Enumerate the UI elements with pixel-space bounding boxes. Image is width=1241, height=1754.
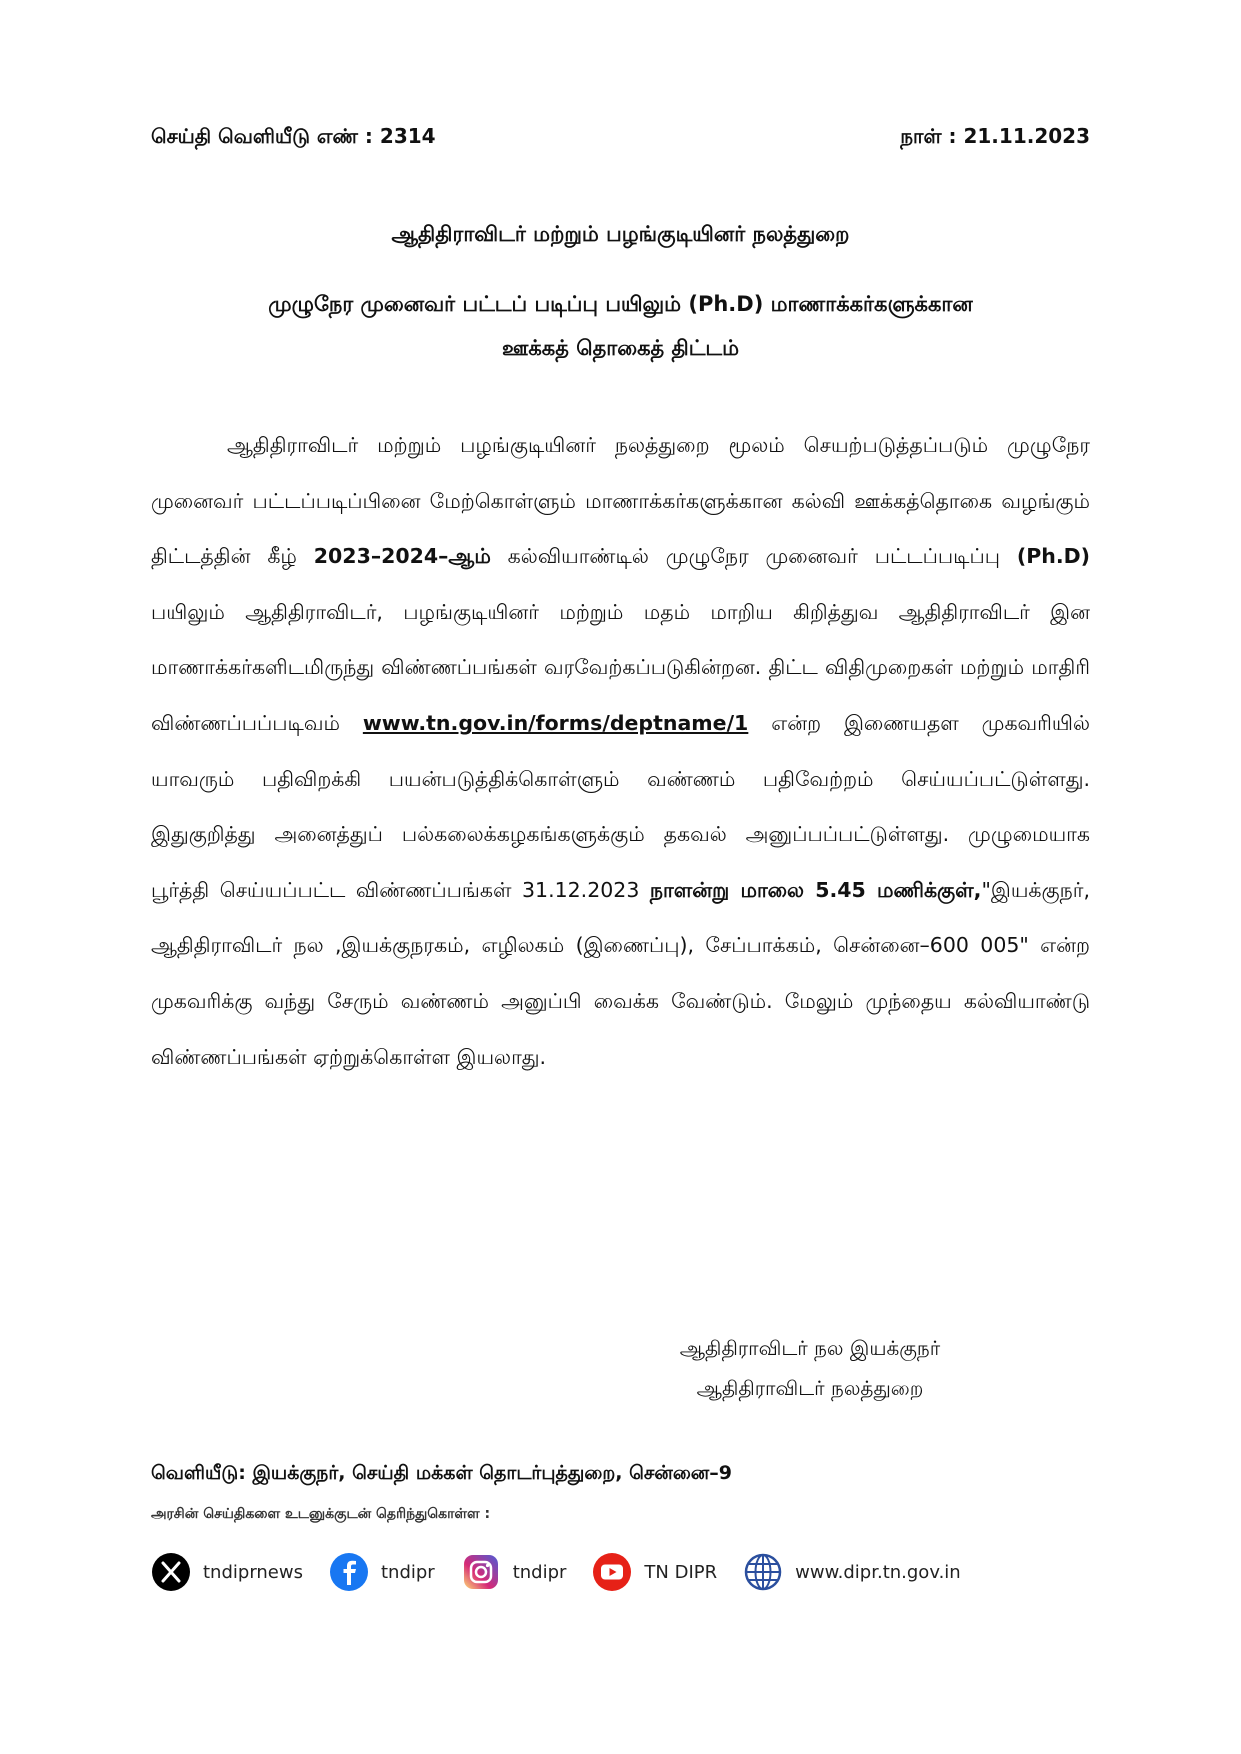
scheme-title-line2: ஊக்கத் தொகைத் திட்டம் xyxy=(501,336,740,360)
body-part1: ஆதிதிராவிடர் மற்றும் பழங்குடியினர் நலத்துறை மூலம் செயற்படுத்தப்படும் முழுநேர முனைவர் பட்டப்படிப்பினை மேற்கொள்ளும் மாணாக்கர்களுக்கான கல்வி ஊக்கத்தொகை வழங்கும் திட்டத்தின் கீழ் xyxy=(151,433,1090,569)
globe-icon xyxy=(743,1552,783,1592)
facebook-icon xyxy=(329,1552,369,1592)
follow-note: அரசின் செய்திகளை உடனுக்குடன் தெரிந்துகொள்ள : xyxy=(151,1506,491,1522)
social-handle: tndiprnews xyxy=(203,1561,303,1583)
body-part2: கல்வியாண்டில் முழுநேர முனைவர் பட்டப்படிப்பு xyxy=(490,544,1017,569)
academic-year: 2023–2024–ஆம் xyxy=(313,544,491,569)
signature-line1: ஆதிதிராவிடர் நல இயக்குநர் xyxy=(679,1336,941,1360)
release-date: நாள் : 21.11.2023 xyxy=(900,124,1090,148)
social-instagram[interactable] xyxy=(461,1552,567,1592)
department-title: ஆதிதிராவிடர் மற்றும் பழங்குடியினர் நலத்துறை xyxy=(391,222,850,246)
instagram-icon xyxy=(461,1552,501,1592)
signature-block xyxy=(600,1328,1020,1408)
signature-line2: ஆதிதிராவிடர் நலத்துறை xyxy=(696,1376,924,1400)
social-x[interactable] xyxy=(151,1552,303,1592)
scheme-title xyxy=(170,282,1071,370)
youtube-icon xyxy=(592,1552,632,1592)
scheme-title-line1: முழுநேர முனைவர் பட்டப் படிப்பு பயிலும் (Ph.D) மாணாக்கர்களுக்கான xyxy=(268,292,973,316)
header-meta xyxy=(151,124,1090,151)
x-logo-icon xyxy=(151,1552,191,1592)
social-youtube[interactable] xyxy=(592,1552,717,1592)
deadline-text: நாளன்று மாலை 5.45 மணிக்குள், xyxy=(649,877,982,902)
social-website[interactable] xyxy=(743,1552,961,1592)
social-handle: tndipr xyxy=(380,1561,435,1583)
release-by: வெளியீடு: இயக்குநர், செய்தி மக்கள் தொடர்புத்துறை, சென்னை–9 xyxy=(151,1462,732,1484)
social-handle: tndipr xyxy=(512,1561,567,1583)
social-facebook[interactable] xyxy=(329,1552,435,1592)
body-part3: பயிலும் ஆதிதிராவிடர், பழங்குடியினர் மற்றும் மதம் மாறிய கிறித்துவ ஆதிதிராவிடர் இன மாணாக்கர்களிடமிருந்து விண்ணப்பங்கள் வரவேற்கப்படுகின்றன. திட்ட விதிமுறைகள் மற்றும் மாதிரி விண்ணப்பப்படிவம் xyxy=(151,599,1090,735)
social-handle: TN DIPR xyxy=(644,1561,718,1583)
release-number: செய்தி வெளியீடு எண் : 2314 xyxy=(151,124,436,148)
body-part4: என்ற இணையதள முகவரியில் யாவரும் பதிவிறக்கி பயன்படுத்திக்கொள்ளும் வண்ணம் பதிவேற்றம் செய்யப்பட்டுள்ளது. இதுகுறித்து அனைத்துப் பல்கலைக்கழகங்களுக்கும் தகவல் அனுப்பப்பட்டுள்ளது. முழுமையாக பூர்த்தி செய்யப்பட்ட விண்ணப்பங்கள் 31.12.2023 xyxy=(151,710,1090,902)
body-paragraph xyxy=(151,418,1090,1085)
social-handle: www.dipr.tn.gov.in xyxy=(795,1561,961,1583)
phd-label: (Ph.D) xyxy=(1016,544,1090,569)
social-links xyxy=(151,1552,987,1592)
forms-link[interactable]: www.tn.gov.in/forms/deptname/1 xyxy=(362,710,749,735)
body-part5: "இயக்குநர், ஆதிதிராவிடர் நல ,இயக்குநரகம், எழிலகம் (இணைப்பு), சேப்பாக்கம், சென்னை–600 005" என்ற முகவரிக்கு வந்து சேரும் வண்ணம் அனுப்பி வைக்க வேண்டும். மேலும் முந்தைய கல்வியாண்டு விண்ணப்பங்கள் ஏற்றுக்கொள்ள இயலாது. xyxy=(151,877,1090,1069)
